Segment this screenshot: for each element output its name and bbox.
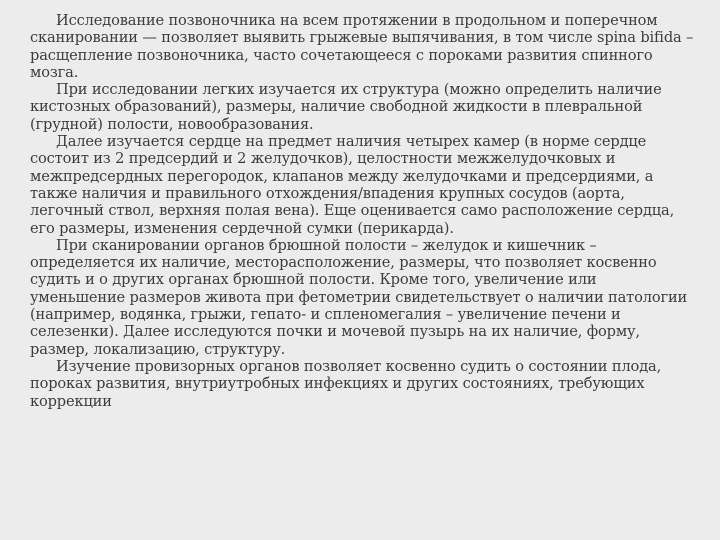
document-body: [30, 12, 694, 410]
paragraph-heart: Далее изучается сердце на предмет наличия четырех камер (в норме сердце состоит из 2 предсердий и 2 желудочков), целостности межжелудочковых и межпредсердных перегородок, клапанов между желудочками и предсердиями, а также наличия и правильного отхождения/впадения крупных сосудов (аорта, легочный ствол, верхняя полая вена). Еще оценивается само расположение сердца, его размеры, изменения сердечной сумки (перикарда).: [30, 133, 675, 237]
paragraph-abdomen: При сканировании органов брюшной полости – желудок и кишечник – определяется их наличие, месторасположение, размеры, что позволяет косвенно судить и о других органах брюшной полости. Кроме того, увеличение или уменьшение размеров живота при фетометрии свидетельствует о наличии патологии (например, водянка, грыжи, гепато- и спленомегалия – увеличение печени и селезенки). Далее исследуются почки и мочевой пузырь на их наличие, форму, размер, локализацию, структуру.: [30, 236, 688, 358]
paragraph-provisional-organs: Изучение провизорных органов позволяет косвенно судить о состоянии плода, пороках развития, внутриутробных инфекциях и других состояниях, требующих коррекции: [30, 357, 662, 410]
paragraph-spine: Исследование позвоночника на всем протяжении в продольном и поперечном сканировании — позволяет выявить грыжевые выпячивания, в том числе spina bifida – расщепление позвоночника, часто сочетающееся с пороками развития спинного мозга.: [30, 12, 694, 81]
paragraph-lungs: При исследовании легких изучается их структура (можно определить наличие кистозных образований), размеры, наличие свободной жидкости в плевральной (грудной) полости, новообразования.: [30, 81, 662, 133]
